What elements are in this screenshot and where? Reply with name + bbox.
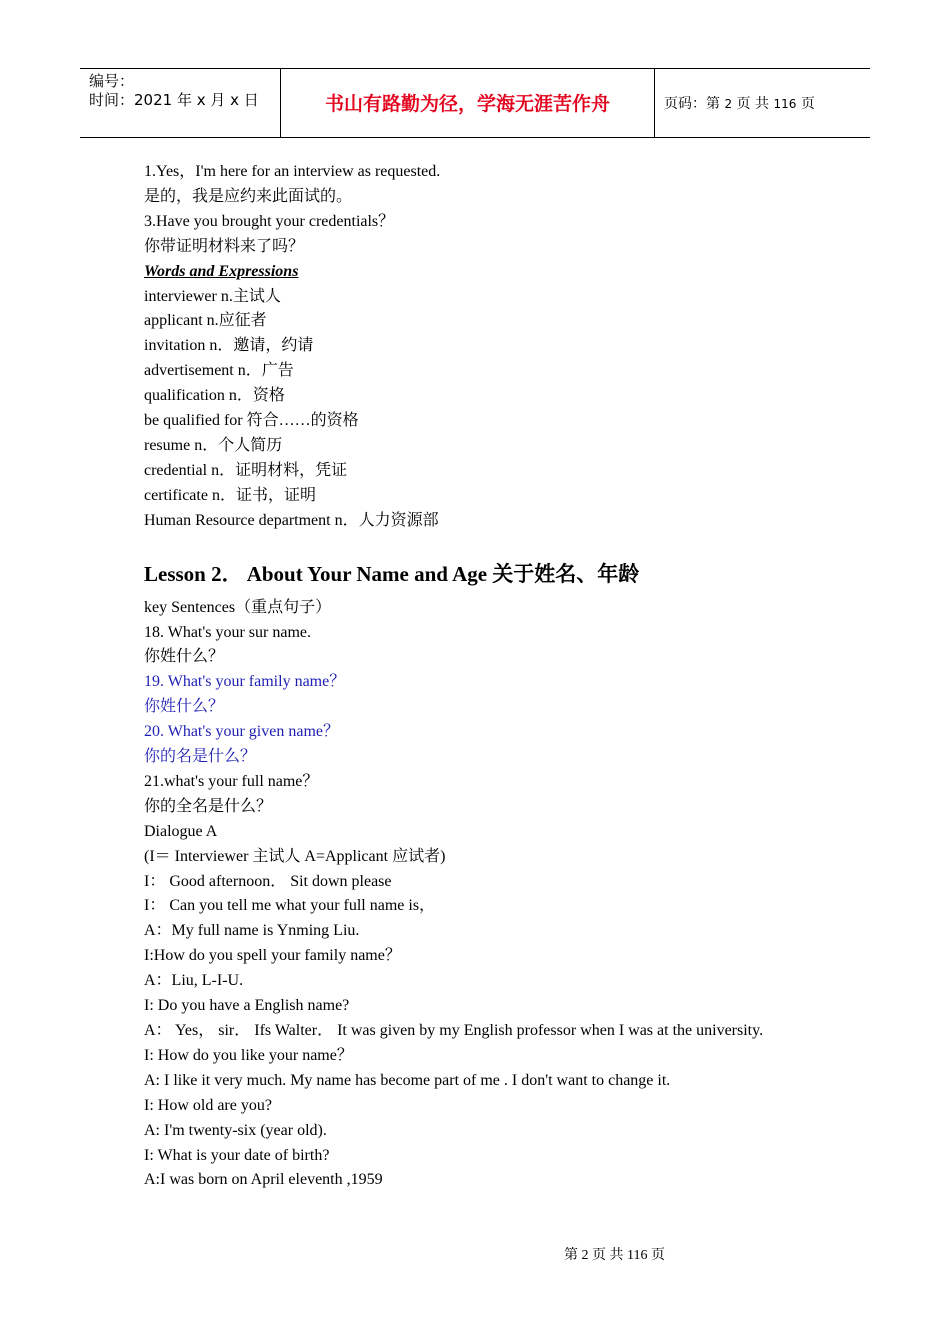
vocabulary-item: certificate n．证书，证明 xyxy=(144,486,316,504)
dialogue xyxy=(144,820,806,1194)
dialogue-line: (I＝ Interviewer 主试人 A=Applicant 应试者) xyxy=(144,847,446,865)
dialogue-line: A: I'm twenty-six (year old). xyxy=(144,1121,327,1139)
vocabulary-item: applicant n.应征者 xyxy=(144,312,267,330)
text-line: 1.Yes，I'm here for an interview as requested. xyxy=(144,163,441,180)
dialogue-line: I: How do you like your name？ xyxy=(144,1046,353,1064)
dialogue-line: I:How do you spell your family name？ xyxy=(144,947,401,965)
header-page-cell xyxy=(655,69,870,137)
page-mid: 页 共 xyxy=(736,96,769,112)
text-line: 是的，我是应约来此面试的。 xyxy=(144,187,353,205)
vocabulary-list xyxy=(144,285,806,534)
dialogue-line: A:I was born on April eleventh ,1959 xyxy=(144,1171,383,1189)
dialogue-line-wrapped: A： Yes， sir． Ifs Walter． It was given by my English professor when I was at the university. xyxy=(144,1022,764,1039)
page-total: 116 xyxy=(773,97,797,111)
key-sentence: 你姓什么？ xyxy=(144,648,225,666)
vocabulary-item: interviewer n.主试人 xyxy=(144,287,281,305)
vocabulary-item: invitation n．邀请，约请 xyxy=(144,337,314,355)
document-body xyxy=(144,160,806,1193)
header-motto-cell xyxy=(281,69,655,137)
page-prefix: 页码：第 xyxy=(664,96,720,112)
dialogue-line: A: I like it very much. My name has become part of me . I don't want to change it. xyxy=(144,1071,671,1089)
dialogue-line: I: Do you have a English name? xyxy=(144,997,350,1015)
page-header xyxy=(80,68,870,138)
header-motto: 书山有路勤为径，学海无涯苦作舟 xyxy=(324,93,610,115)
dialogue-line: I: What is your date of birth? xyxy=(144,1146,330,1164)
key-sentence-highlighted: 你的名是什么？ xyxy=(144,748,257,766)
key-sentence: 18. What's your sur name. xyxy=(144,623,311,641)
dialogue-line: I: How old are you? xyxy=(144,1096,272,1114)
dialogue-line: A：Liu, L-I-U. xyxy=(144,972,244,990)
vocabulary-item: Human Resource department n．人力资源部 xyxy=(144,511,439,529)
document-date-label: 时间：2021 年 x 月 x 日 xyxy=(89,91,259,109)
key-sentence: 21.what's your full name？ xyxy=(144,772,319,790)
dialogue-line: I： Can you tell me what your full name is， xyxy=(144,897,436,915)
lesson-heading: Lesson 2． About Your Name and Age 关于姓名、年龄 xyxy=(144,561,640,586)
text-line: 你带证明材料来了吗？ xyxy=(144,237,305,255)
vocabulary-item: resume n．个人简历 xyxy=(144,436,283,454)
header-meta-cell xyxy=(80,69,281,137)
vocabulary-item: credential n．证明材料，凭证 xyxy=(144,461,348,479)
key-sentence-highlighted: 20. What's your given name？ xyxy=(144,723,339,741)
dialogue-line: Dialogue A xyxy=(144,822,218,840)
page-suffix: 页 xyxy=(800,96,815,112)
key-sentence: 你的全名是什么？ xyxy=(144,797,273,815)
vocabulary-item: qualification n．资格 xyxy=(144,387,285,405)
header-page-indicator xyxy=(664,94,815,114)
text-line: 3.Have you brought your credentials？ xyxy=(144,212,395,230)
dialogue-line: I： Good afternoon． Sit down please xyxy=(144,872,392,890)
key-sentence-highlighted: 你姓什么？ xyxy=(144,698,225,716)
page-footer: 第 2 页 共 116 页 xyxy=(564,1248,665,1263)
key-sentence: key Sentences（重点句子） xyxy=(144,598,332,616)
dialogue-line: A：My full name is Ynming Liu. xyxy=(144,922,360,940)
key-sentence-highlighted: 19. What's your family name？ xyxy=(144,673,346,691)
page-current: 2 xyxy=(724,97,733,111)
top-lines xyxy=(144,160,806,260)
key-sentences xyxy=(144,596,806,820)
words-expressions-heading: Words and Expressions xyxy=(144,262,299,280)
vocabulary-item: advertisement n．广告 xyxy=(144,362,294,380)
vocabulary-item: be qualified for 符合……的资格 xyxy=(144,412,359,430)
document-number-label: 编号： xyxy=(89,72,135,90)
